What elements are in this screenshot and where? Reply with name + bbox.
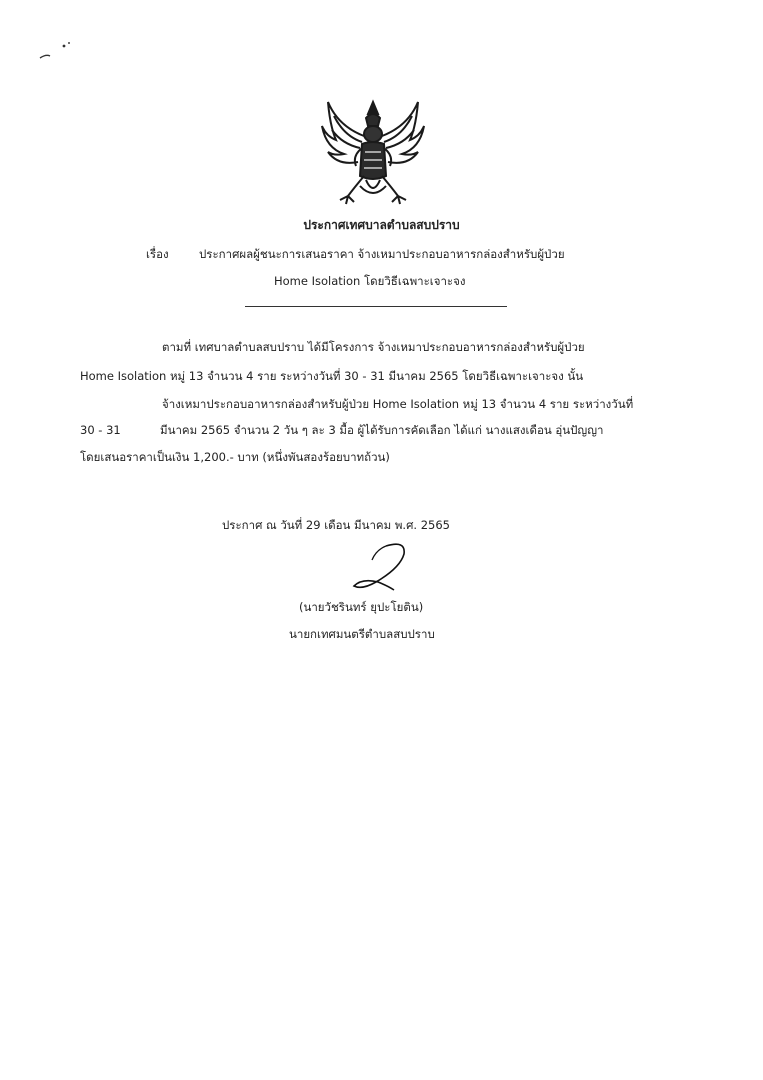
dateline: ประกาศ ณ วันที่ 29 เดือน มีนาคม พ.ศ. 2565 [222, 518, 450, 532]
scan-mark [36, 38, 76, 62]
garuda-emblem-icon [318, 96, 428, 208]
signatory-name: (นายวัชรินทร์ ยุปะโยติน) [299, 600, 424, 614]
paragraph-1-line-2: Home Isolation หมู่ 13 จำนวน 4 ราย ระหว่างวันที่ 30 - 31 มีนาคม 2565 โดยวิธีเฉพาะเจาะจง นั้น [80, 369, 584, 383]
announcement-title: ประกาศเทศบาลตำบลสบปราบ [303, 218, 460, 232]
subject-line-1: ประกาศผลผู้ชนะการเสนอราคา จ้างเหมาประกอบอาหารกล่องสำหรับผู้ป่วย [199, 247, 565, 261]
paragraph-2-line-2-start: 30 - 31 [80, 423, 121, 437]
paragraph-1-line-1: ตามที่ เทศบาลตำบลสบปราบ ได้มีโครงการ จ้างเหมาประกอบอาหารกล่องสำหรับผู้ป่วย [162, 340, 585, 354]
subject-line-2: Home Isolation โดยวิธีเฉพาะเจาะจง [274, 274, 466, 288]
paragraph-2-line-1: จ้างเหมาประกอบอาหารกล่องสำหรับผู้ป่วย Home Isolation หมู่ 13 จำนวน 4 ราย ระหว่างวันที่ [162, 397, 634, 411]
paragraph-2-line-2-rest: มีนาคม 2565 จำนวน 2 วัน ๆ ละ 3 มื้อ ผู้ได้รับการคัดเลือก ได้แก่ นางแสงเดือน อุ่นปัญญา [160, 423, 604, 437]
signature-mark [348, 538, 410, 596]
subject-label: เรื่อง [146, 247, 169, 261]
signatory-position: นายกเทศมนตรีตำบลสบปราบ [289, 627, 435, 641]
title-divider [245, 306, 507, 307]
paragraph-2-line-3: โดยเสนอราคาเป็นเงิน 1,200.- บาท (หนึ่งพันสองร้อยบาทถ้วน) [80, 450, 390, 464]
